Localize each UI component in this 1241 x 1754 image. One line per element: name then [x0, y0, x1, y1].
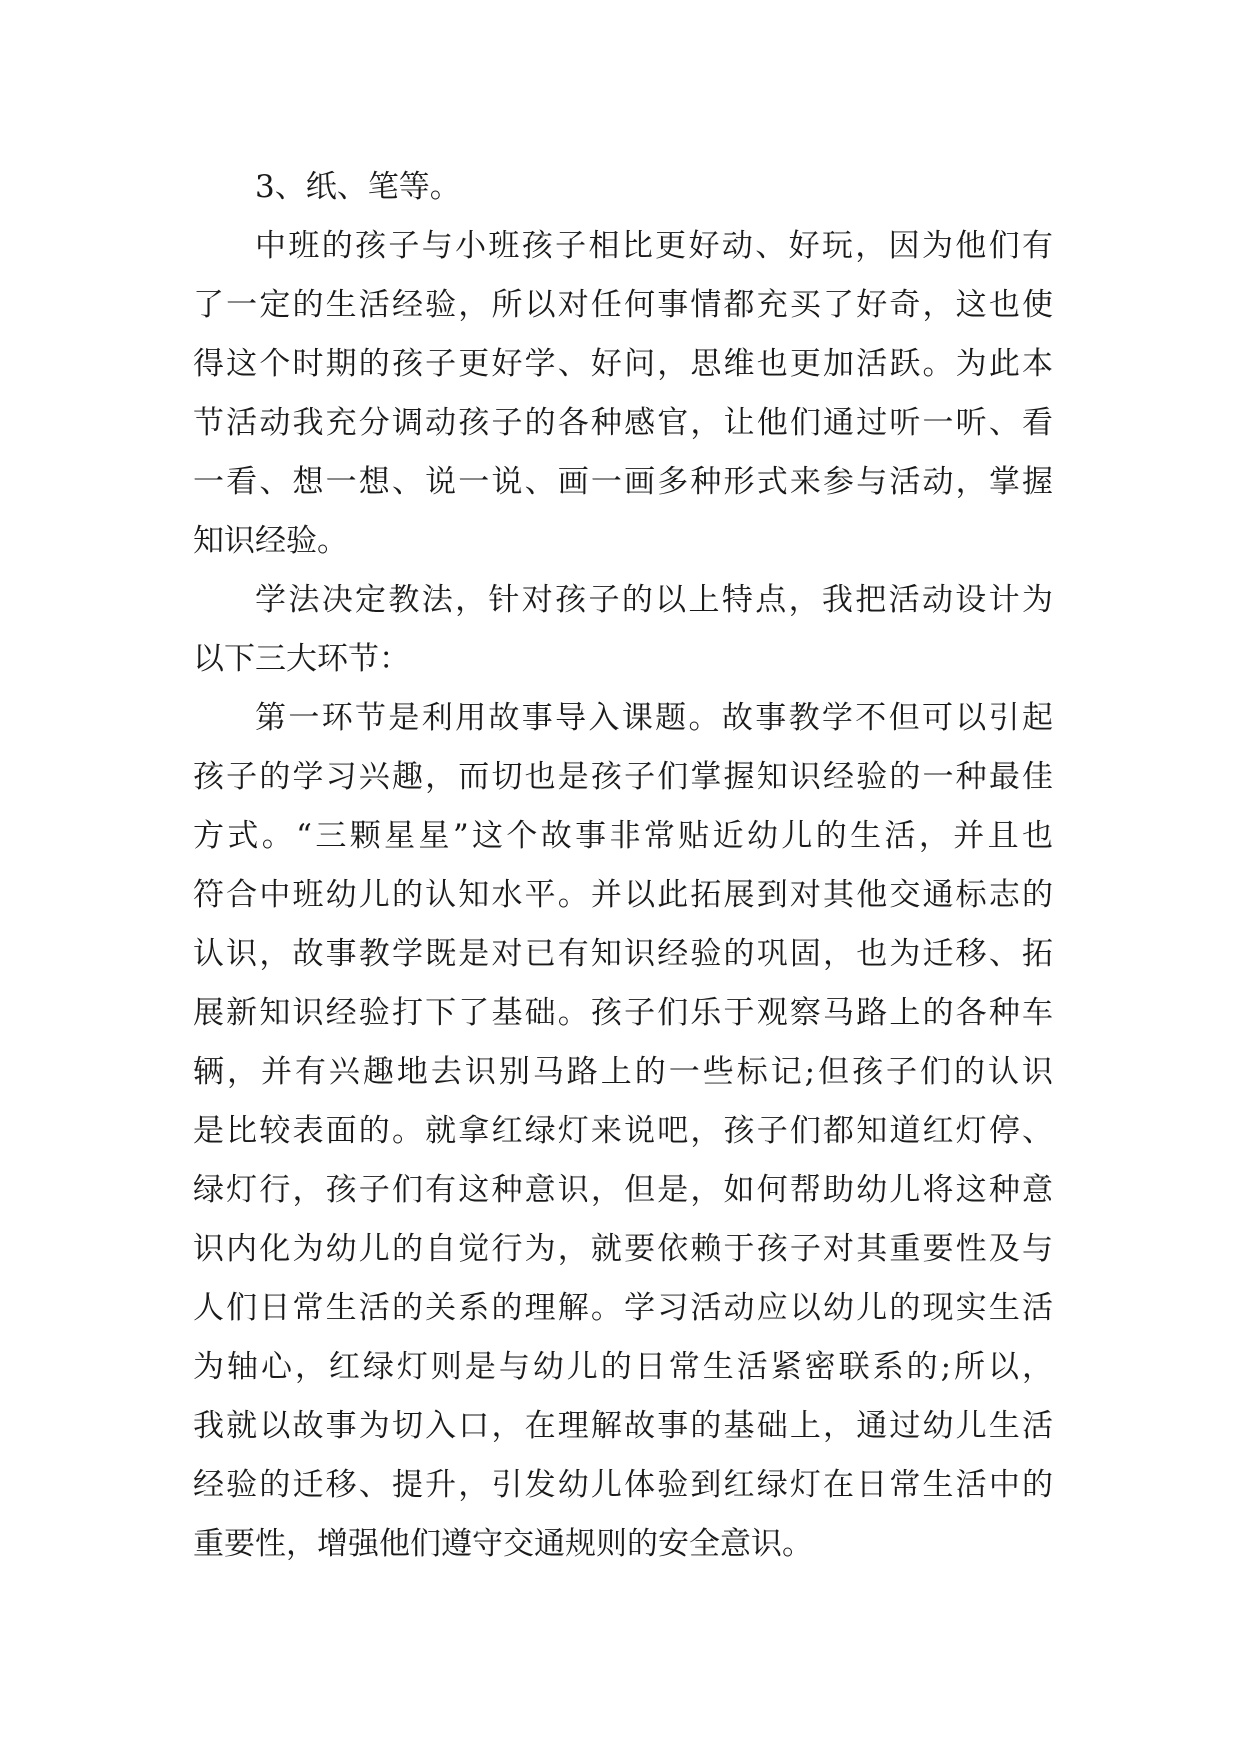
- text-line: 一看、想一想、说一说、画一画多种形式来参与活动，掌握: [193, 464, 1053, 500]
- text-line: 符合中班幼儿的认知水平。并以此拓展到对其他交通标志的: [193, 877, 1053, 913]
- text-line: 了一定的生活经验，所以对任何事情都充买了好奇，这也使: [193, 287, 1053, 323]
- text-line: 第一环节是利用故事导入课题。故事教学不但可以引起: [255, 700, 1053, 736]
- text-line: 绿灯行，孩子们有这种意识，但是，如何帮助幼儿将这种意: [193, 1172, 1053, 1208]
- text-line: 节活动我充分调动孩子的各种感官，让他们通过听一听、看: [193, 405, 1053, 441]
- text-line: 我就以故事为切入口，在理解故事的基础上，通过幼儿生活: [193, 1408, 1053, 1444]
- text-line: 学法决定教法，针对孩子的以上特点，我把活动设计为: [255, 582, 1053, 618]
- text-line: 是比较表面的。就拿红绿灯来说吧，孩子们都知道红灯停、: [193, 1113, 1053, 1149]
- text-line: 以下三大环节：: [193, 641, 410, 677]
- text-line: 得这个时期的孩子更好学、好问，思维也更加活跃。为此本: [193, 346, 1053, 382]
- text-line: 辆，并有兴趣地去识别马路上的一些标记;但孩子们的认识: [193, 1054, 1053, 1090]
- text-line: 方式。“三颗星星”这个故事非常贴近幼儿的生活，并且也: [193, 818, 1053, 854]
- body-text: [193, 158, 1053, 1574]
- text-line: 中班的孩子与小班孩子相比更好动、好玩，因为他们有: [255, 228, 1053, 264]
- text-line: 知识经验。: [193, 523, 348, 559]
- text-line: 展新知识经验打下了基础。孩子们乐于观察马路上的各种车: [193, 995, 1053, 1031]
- text-line: 经验的迁移、提升，引发幼儿体验到红绿灯在日常生活中的: [193, 1467, 1053, 1503]
- text-line: 3、纸、笔等。: [255, 169, 461, 205]
- text-line: 识内化为幼儿的自觉行为，就要依赖于孩子对其重要性及与: [193, 1231, 1053, 1267]
- text-line: 认识，故事教学既是对已有知识经验的巩固，也为迁移、拓: [193, 936, 1053, 972]
- text-line: 孩子的学习兴趣，而切也是孩子们掌握知识经验的一种最佳: [193, 759, 1053, 795]
- text-line: 人们日常生活的关系的理解。学习活动应以幼儿的现实生活: [193, 1290, 1053, 1326]
- text-line: 重要性，增强他们遵守交通规则的安全意识。: [193, 1526, 813, 1562]
- text-line: 为轴心，红绿灯则是与幼儿的日常生活紧密联系的;所以，: [193, 1349, 1053, 1385]
